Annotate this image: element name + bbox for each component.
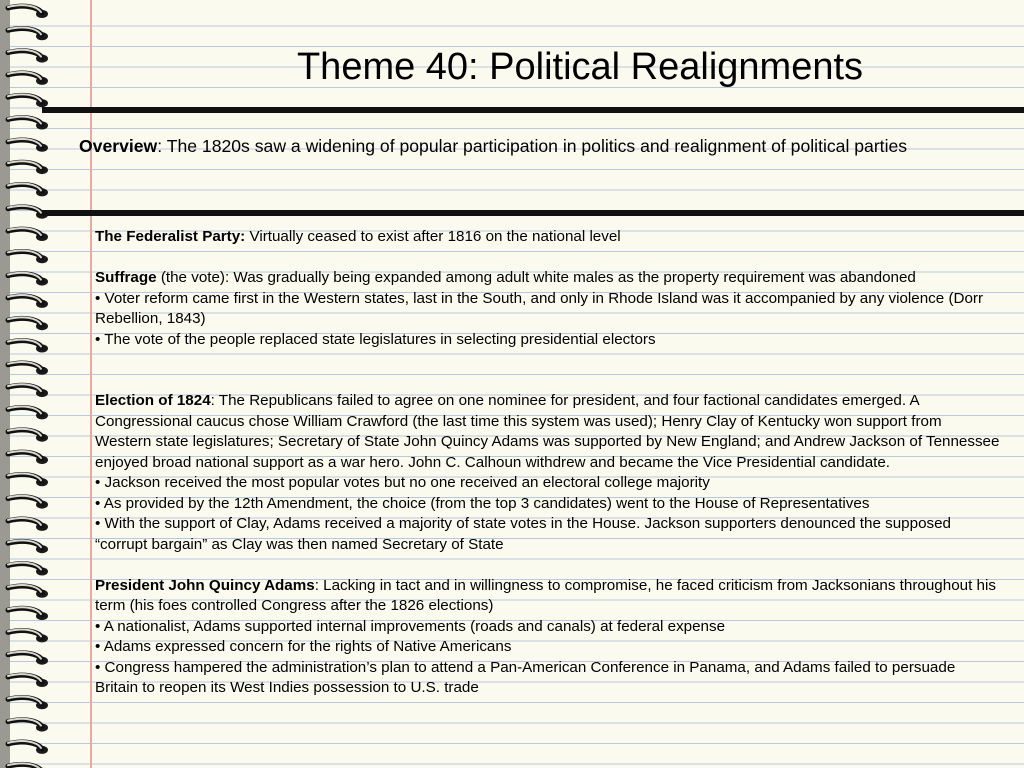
section-election-1824 — [95, 391, 1000, 555]
overview-label: Overview — [79, 136, 158, 156]
overview — [79, 134, 1024, 158]
spiral-ring — [8, 161, 48, 174]
bullet-item: • As provided by the 12th Amendment, the choice (from the top 3 candidates) went to the House of Representatives — [95, 494, 870, 512]
federalist-text: Virtually ceased to exist after 1816 on the national level — [245, 228, 621, 245]
spiral-ring — [8, 451, 48, 464]
spiral-ring — [8, 27, 48, 40]
spiral-ring — [8, 540, 48, 553]
suffrage-text: (the vote): Was gradually being expanded among adult white males as the property requirement was abandoned — [156, 269, 916, 286]
divider-top — [42, 107, 1024, 113]
spiral-ring — [8, 117, 48, 130]
federalist-heading: The Federalist Party: — [95, 228, 246, 245]
spiral-ring — [8, 607, 48, 620]
bullet-item: • With the support of Clay, Adams received a majority of state votes in the House. Jackson supporters denounced the supposed “corrupt bargain” as Clay was then named Secretary of State — [95, 515, 952, 553]
spiral-ring — [8, 496, 48, 509]
section-jqa — [95, 576, 1000, 699]
notes-body — [95, 227, 1000, 699]
spiral-ring — [8, 429, 48, 442]
bullet-item: • Adams expressed concern for the rights of Native Americans — [95, 638, 512, 655]
election-text: : The Republicans failed to agree on one nominee for president, and four factional candidates emerged. A Congressional caucus chose William Crawford (the last time this system was used); Henry Clay of Kentucky won support from Western state legislatures; Secretary of State John Quincy Adams was supported by New England; and Andrew Jackson of Tennessee enjoyed broad national support as a war hero. John C. Calhoun withdrew and became the Vice Presidential candidate. — [95, 392, 1000, 471]
spiral-ring — [8, 696, 48, 709]
spiral-ring — [8, 295, 48, 308]
spiral-ring — [8, 273, 48, 286]
spiral-ring — [8, 340, 48, 353]
spiral-ring — [8, 5, 48, 18]
spiral-ring — [8, 674, 48, 687]
federalist-paragraph — [95, 227, 1000, 248]
spiral-ring — [8, 518, 48, 531]
section-federalist — [95, 227, 1000, 248]
suffrage-paragraph — [95, 268, 1000, 289]
divider-bottom — [42, 210, 1024, 216]
spiral-ring — [8, 384, 48, 397]
section-suffrage — [95, 268, 1000, 350]
overview-text: : The 1820s saw a widening of popular participation in politics and realignment of political parties — [157, 136, 908, 156]
spiral-ring — [8, 72, 48, 85]
election-paragraph — [95, 391, 1000, 473]
spiral-ring — [8, 94, 48, 107]
bullet-item: • Congress hampered the administration’s plan to attend a Pan-American Conference in Panama, and Adams failed to persuade Britain to reopen its West Indies possession to U.S. trade — [95, 658, 956, 696]
spiral-ring — [8, 50, 48, 63]
jqa-heading: President John Quincy Adams — [95, 576, 315, 594]
spiral-ring — [8, 763, 48, 768]
spiral-ring — [8, 317, 48, 330]
jqa-paragraph — [95, 576, 1000, 617]
spiral-ring — [8, 585, 48, 598]
spiral-ring — [8, 563, 48, 576]
bullet-item: • A nationalist, Adams supported internal improvements (roads and canals) at federal expense — [95, 617, 726, 635]
spiral-ring — [8, 139, 48, 152]
spiral-ring — [8, 250, 48, 263]
page-title: Theme 40: Political Realignments — [296, 46, 864, 88]
spiral-ring — [8, 741, 48, 754]
bullet-item: • The vote of the people replaced state legislatures in selecting presidential electors — [95, 330, 656, 348]
spiral-ring — [8, 719, 48, 732]
jqa-text: : Lacking in tact and in willingness to compromise, he faced criticism from Jacksonians throughout his term (his foes controlled Congress after the 1826 elections) — [95, 576, 996, 614]
margin-line — [90, 0, 92, 768]
spiral-ring — [8, 184, 48, 197]
spiral-ring — [8, 630, 48, 643]
spiral-ring — [8, 362, 48, 375]
spiral-ring — [8, 473, 48, 486]
bullet-item: • Jackson received the most popular votes but no one received an electoral college majority — [95, 474, 710, 491]
spiral-binding — [0, 0, 54, 768]
spiral-ring — [8, 652, 48, 665]
suffrage-heading: Suffrage — [95, 269, 157, 286]
spiral-ring — [8, 228, 48, 241]
spiral-ring — [8, 407, 48, 420]
election-heading: Election of 1824 — [95, 392, 211, 409]
bullet-item: • Voter reform came first in the Western states, last in the South, and only in Rhode Island was it accompanied by any violence (Dorr Rebellion, 1843) — [95, 289, 984, 327]
